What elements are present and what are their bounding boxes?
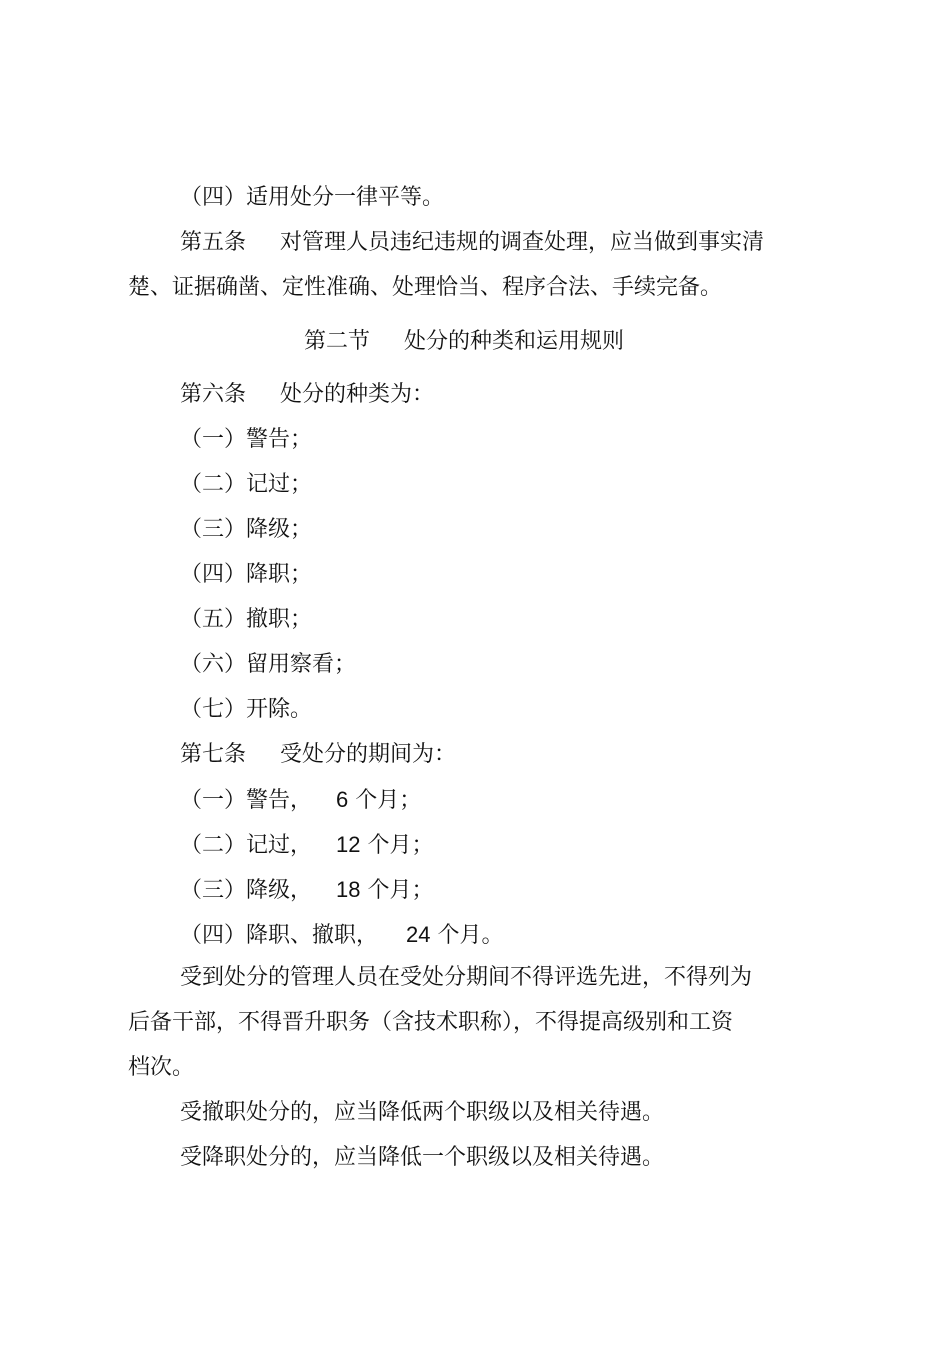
- period-number: 24: [406, 922, 431, 947]
- paragraph-restrictions-line-2: 后备干部，不得晋升职务（含技术职称），不得提高级别和工资: [128, 1010, 734, 1035]
- article-7-text: 受处分的期间为：: [280, 742, 457, 767]
- article-5-text: 对管理人员违纪违规的调查处理，应当做到事实清: [280, 230, 765, 255]
- section-2-label: 第二节: [304, 329, 371, 354]
- paragraph-demotion: 受降职处分的，应当降低一个职级以及相关待遇。: [180, 1145, 665, 1170]
- punishment-type-item: （六）留用察看；: [180, 652, 357, 677]
- period-number: 12: [336, 832, 361, 857]
- article-6: [180, 380, 434, 410]
- period-suffix: 个月；: [355, 788, 422, 813]
- section-2-title: 处分的种类和运用规则: [404, 329, 625, 354]
- paragraph-restrictions-line-3: 档次。: [128, 1055, 195, 1080]
- paragraph-restrictions-line-1: 受到处分的管理人员在受处分期间不得评选先进，不得列为: [180, 965, 753, 990]
- period-prefix: （一）警告，: [180, 788, 313, 813]
- punishment-period-item: [180, 830, 434, 861]
- section-2-heading: [304, 327, 624, 357]
- punishment-type-item: （三）降级；: [180, 517, 313, 542]
- period-number: 6: [336, 787, 349, 812]
- period-prefix: （三）降级，: [180, 878, 313, 903]
- punishment-type-item: （五）撤职；: [180, 607, 313, 632]
- period-suffix: 个月；: [367, 833, 434, 858]
- punishment-period-item: [180, 785, 421, 816]
- article-5-label: 第五条: [180, 230, 247, 255]
- punishment-period-item: [180, 920, 504, 951]
- punishment-type-item: （七）开除。: [180, 697, 313, 722]
- period-suffix: 个月；: [367, 878, 434, 903]
- article-5-line-2: 楚、证据确凿、定性准确、处理恰当、程序合法、手续完备。: [128, 275, 723, 300]
- article-7-label: 第七条: [180, 742, 247, 767]
- punishment-type-item: （二）记过；: [180, 472, 313, 497]
- punishment-period-item: [180, 875, 434, 906]
- paragraph-dismissal: 受撤职处分的，应当降低两个职级以及相关待遇。: [180, 1100, 665, 1125]
- punishment-type-item: （四）降职；: [180, 562, 313, 587]
- period-suffix: 个月。: [437, 923, 504, 948]
- article-6-text: 处分的种类为：: [280, 382, 435, 407]
- period-prefix: （四）降职、撤职，: [180, 923, 379, 948]
- article-7: [180, 740, 456, 770]
- article-5-line-1: [180, 228, 764, 258]
- period-number: 18: [336, 877, 361, 902]
- item-equal-treatment: （四）适用处分一律平等。: [180, 185, 445, 210]
- period-prefix: （二）记过，: [180, 833, 313, 858]
- punishment-type-item: （一）警告；: [180, 427, 313, 452]
- article-6-label: 第六条: [180, 382, 247, 407]
